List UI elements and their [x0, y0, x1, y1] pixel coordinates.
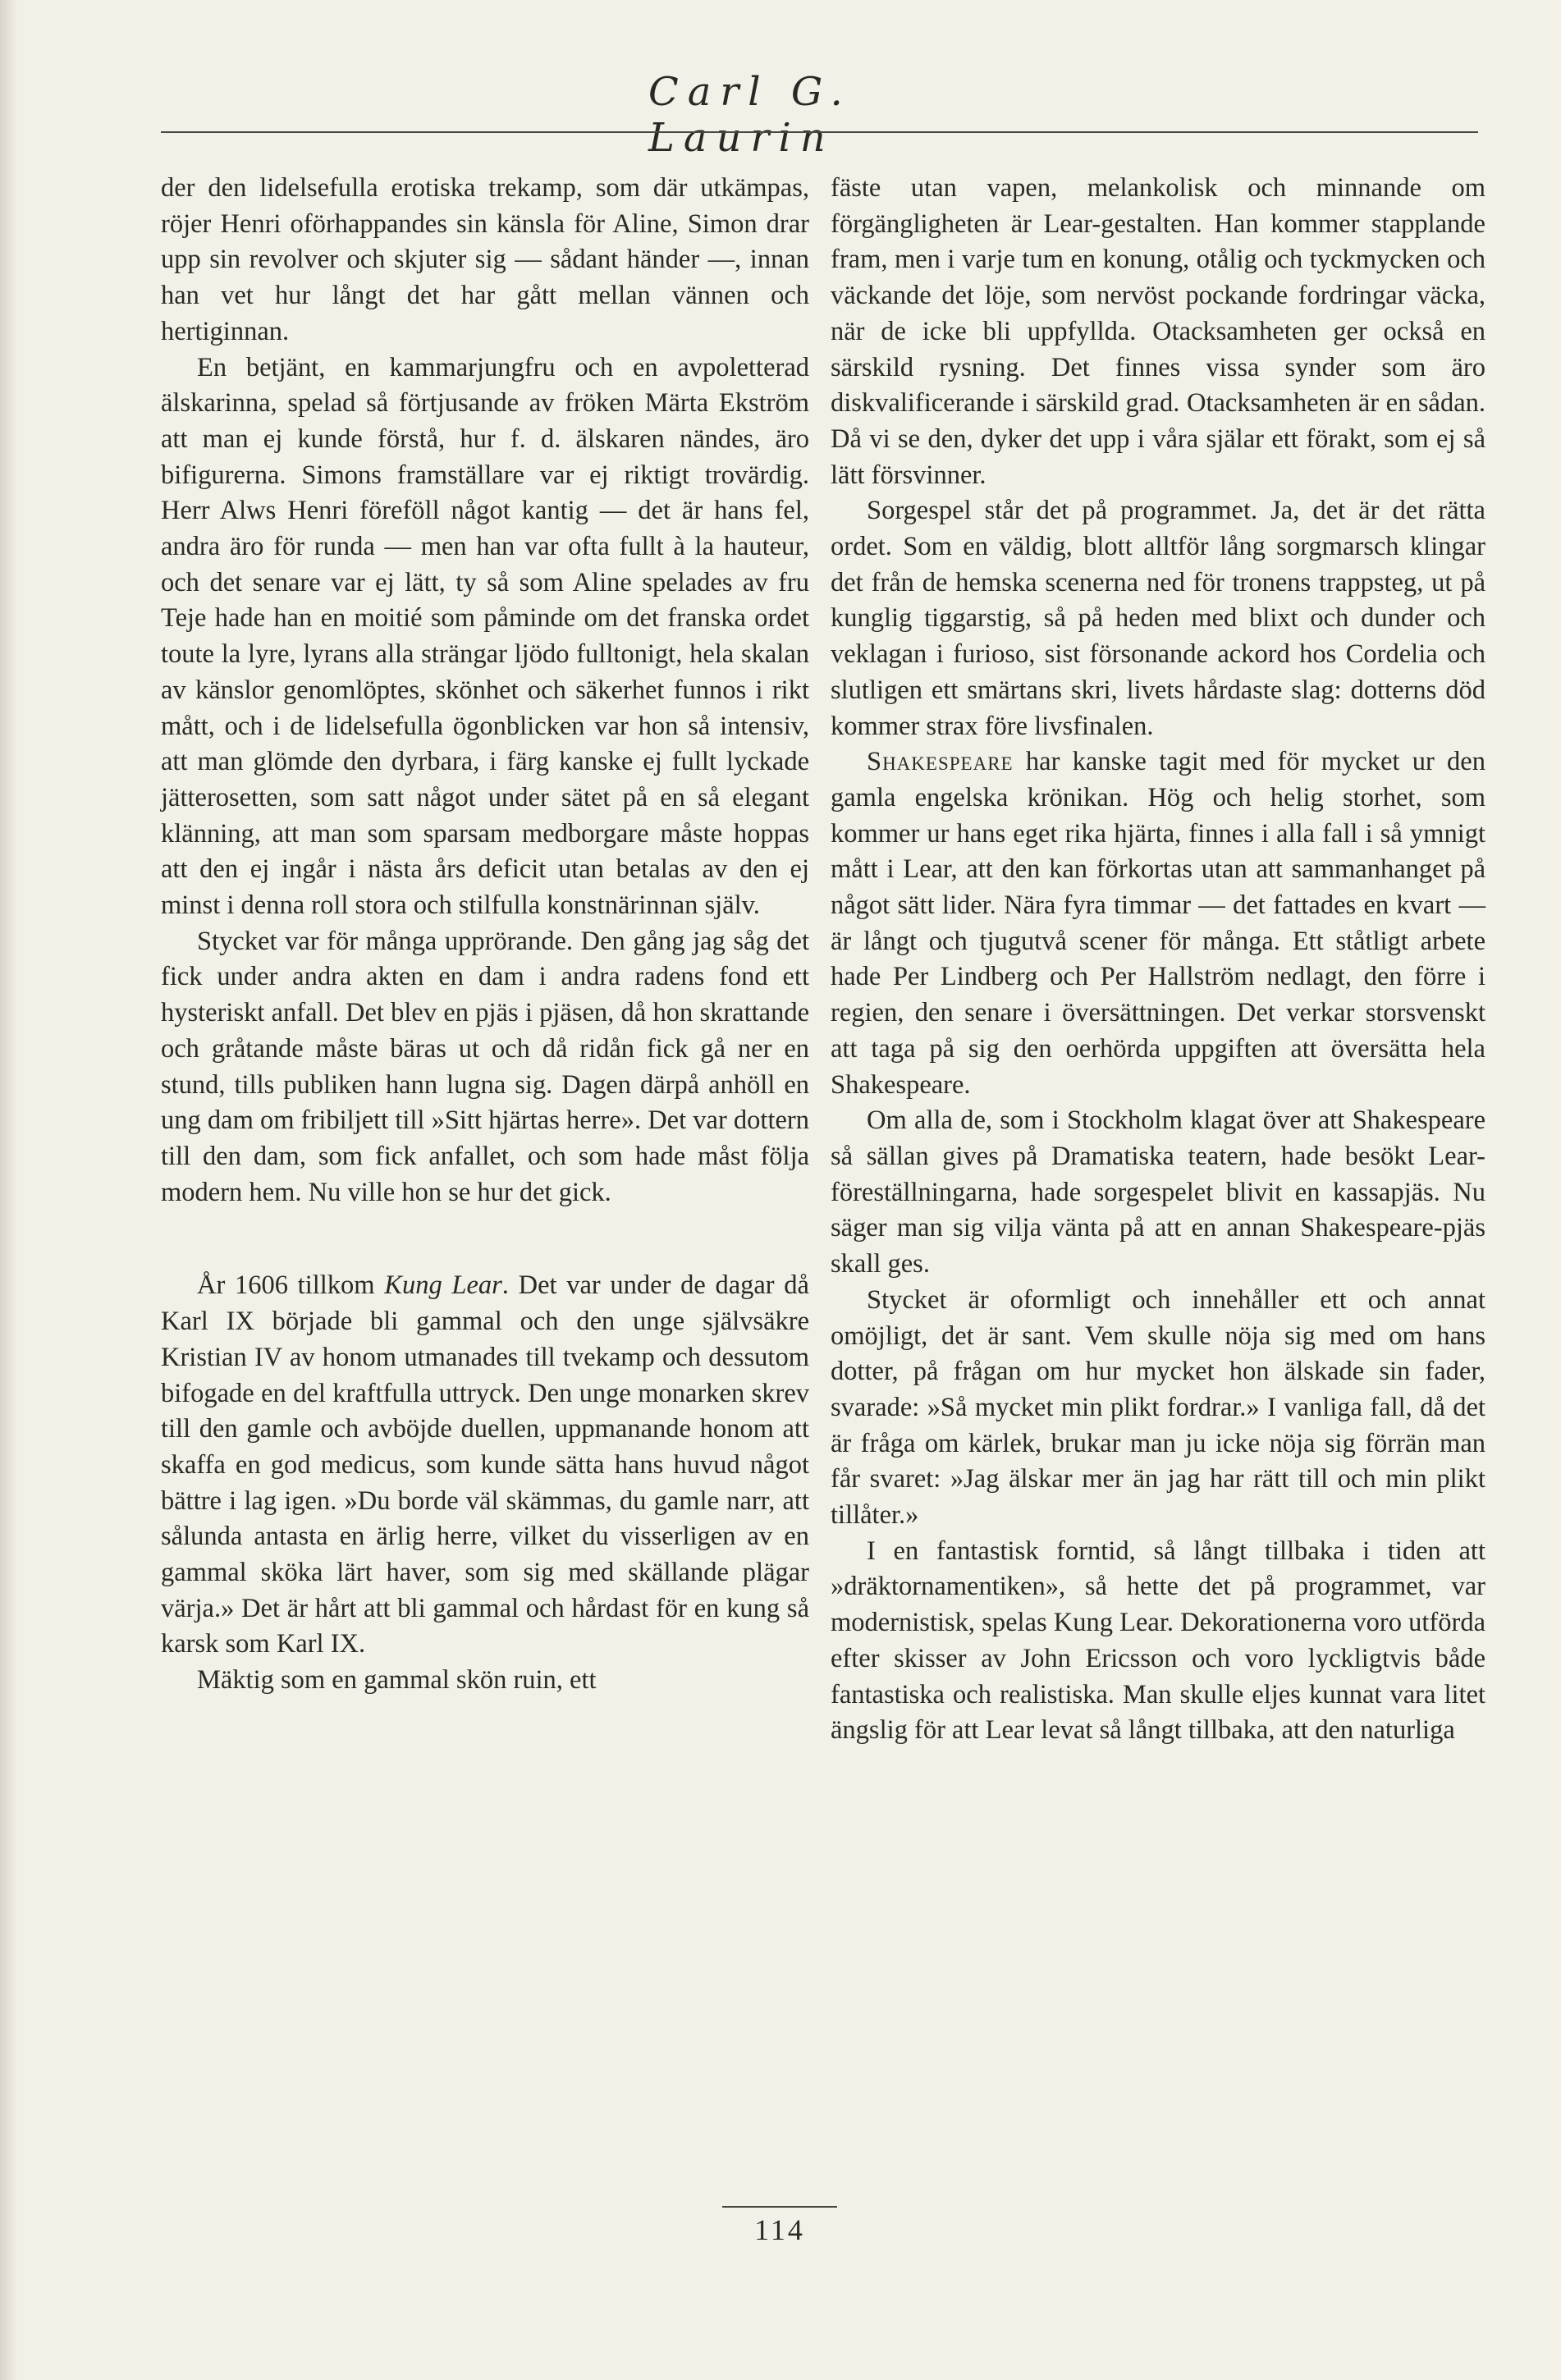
paragraph-text: . Det var under de dagar då Karl IX började bli gammal och den unge självsäkre Kristian IV av honom utmanades till tvekamp och dessutom bifogade en del kraftfulla uttryck. Den unge monarken skrev till den gamle och avböjde duellen, uppmanande honom att skaffa en god medicus, som kunde sätta hans huvud något bättre i lag igen. »Du borde väl skämmas, du gamle narr, att sålunda antasta en ärlig herre, vilket du visserligen av en gammal sköka lärt haver, som sig med skällande plägar värja.» Det är hårt att bli gammal och hårdast för en kung så karsk som Karl IX. [161, 1270, 809, 1659]
header-rule [161, 131, 1478, 133]
paragraph-text: År 1606 tillkom [197, 1270, 385, 1301]
running-header: Carl G. Laurin [648, 69, 852, 161]
paragraph [831, 744, 1485, 1103]
paragraph: I en fantastisk forntid, så långt tillbaka i tiden att »dräktornamentiken», så hette det på programmet, var modernistisk, spelas Kung Lear. Dekorationerna voro utförda efter skisser av John Ericsson och voro lyckligtvis både fantastiska och realistiska. Man skulle eljes kunnat vara litet ängslig för att Lear levat så långt tillbaka, att den naturliga [831, 1536, 1485, 1746]
section-break [161, 1211, 809, 1268]
paragraph: Stycket var för många upprörande. Den gång jag såg det fick under andra akten en dam i andra radens fond ett hysteriskt anfall. Det blev en pjäs i pjäsen, då hon skrattande och gråtande måste bäras ut och då ridån fick gå ner en stund, tills publiken hann lugna sig. Dagen därpå anhöll en ung dam om fribiljett till »Sitt hjärtas herre». Det var dottern till den dam, som fick anfallet, och som hade måst följa modern hem. Nu ville hon se hur det gick. [161, 926, 809, 1207]
paragraph: Stycket är oformligt och innehåller ett och annat omöjligt, det är sant. Vem skulle nöja sig med om hans dotter, på frågan om hur mycket hon älskade sin fader, svarade: »Så mycket min plikt fordrar.» I vanliga fall, då det är fråga om kärlek, brukar man ju icke nöja sig förrän man får svaret: »Jag älskar mer än jag har rätt till och min plikt tillåter.» [831, 1284, 1485, 1531]
right-column [831, 171, 1485, 1749]
page-number: 114 [754, 2213, 805, 2246]
paragraph: En betjänt, en kammarjungfru och en avpoletterad älskarinna, spelad så förtjusande av fröken Märta Ekström att man ej kunde förstå, hur f. d. älskaren nändes, äro bifigurerna. Simons framställare var ej riktigt trovärdig. Herr Alws Henri föreföll något kantig — det är hans fel, andra äro för runda — men han var ofta fullt à la hauteur, och det senare var ej lätt, ty så som Aline spelades av fru Teje hade han en moitié som påminde om det franska ordet toute la lyre, lyrans alla strängar ljödo fulltonigt, hela skalan av känslor genomlöptes, skönhet och säkerhet funnos i rikt mått, och i de lidelsefulla ögonblicken var hon så intensiv, att man glömde den dyrbara, i färg kanske ej fullt lyckade jätterosetten, som satt något under sätet på en så elegant klänning, att man som sparsam medborgare måste hoppas att den ej ingår i nästa års deficit utan betalas av den ej minst i denna roll stora och stilfulla konstnärinnan själv. [161, 352, 809, 921]
paragraph: der den lidelsefulla erotiska trekamp, som där utkämpas, röjer Henri oförhappandes sin känsla för Aline, Simon drar upp sin revolver och skjuter sig — sådant händer —, innan han vet hur långt det har gått mellan vännen och hertiginnan. [161, 173, 809, 346]
paragraph [161, 1268, 809, 1663]
paragraph: fäste utan vapen, melankolisk och minnande om förgängligheten är Lear-gestalten. Han kommer stapplande fram, men i varje tum en konung, otålig och tyckmycken och väckande det löje, som nervöst pockande fordringar väcka, när de icke bli uppfyllda. Otacksamheten ger också en särskild rysning. Det finnes vissa synder som äro diskvalificerande i särskild grad. Otacksamheten är en sådan. Då vi se den, dyker det upp i våra själar ett förakt, som ej så lätt försvinner. [831, 173, 1485, 490]
left-column [161, 171, 809, 1699]
page-edge-shadow [0, 0, 18, 2380]
author-name: Shakespeare [867, 747, 1014, 777]
folio-rule [722, 2206, 837, 2208]
play-title: Kung Lear [384, 1270, 502, 1301]
paragraph: Sorgespel står det på programmet. Ja, det är det rätta ordet. Som en väldig, blott alltför lång sorgmarsch klingar det från de hemska scenerna ned för tronens trappsteg, ut på kunglig tiggarstig, så på heden med blixt och dunder och veklagan i furioso, sist försonande ackord hos Cordelia och slutligen ett smärtans skri, livets hårdaste slag: dotterns död kommer strax före livsfinalen. [831, 496, 1485, 741]
paragraph: Mäktig som en gammal skön ruin, ett [197, 1665, 597, 1696]
paragraph: Om alla de, som i Stockholm klagat över att Shakespeare så sällan gives på Dramatiska teatern, hade besökt Lear-föreställningarna, hade sorgespelet blivit en kassapjäs. Nu säger man sig vilja vänta på att en annan Shakespeare-pjäs skall ges. [831, 1105, 1485, 1279]
paragraph-text: har kanske tagit med för mycket ur den gamla engelska krönikan. Hög och helig storhet, som kommer ur hans eget rika hjärta, finnes i alla fall i så ymnigt mått i Lear, att den kan förkortas utan att sammanhanget på något sätt lider. Nära fyra timmar — det fattades en kvart — är långt och tjugutvå scener för många. Ett ståtligt arbete hade Per Lindberg och Per Hallström nedlagt, den förre i regien, den senare i översättningen. Det verkar storsvenskt att taga på sig den oerhörda uppgiften att översätta hela Shakespeare. [831, 747, 1485, 1100]
